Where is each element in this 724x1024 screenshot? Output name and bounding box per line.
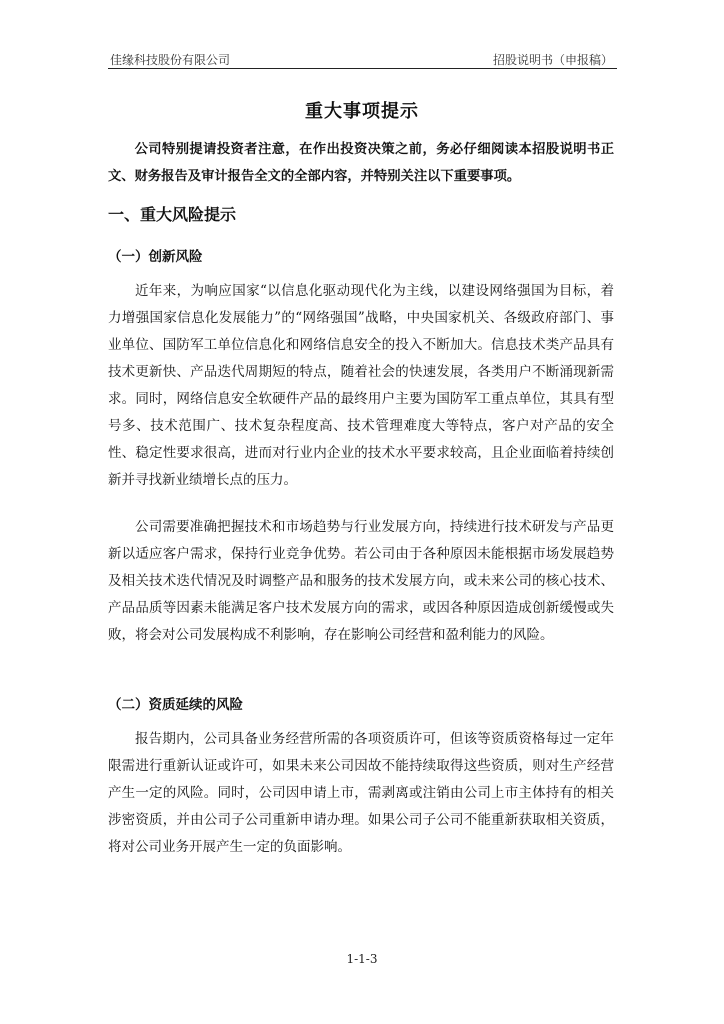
subsection-heading-qualification-risk: （二）资质延续的风险 [108,697,243,713]
qualification-risk-paragraph: 报告期内，公司具备业务经营所需的各项资质许可，但该等资质资格每过一定年限需进行重新认证或许可，如果未来公司因故不能持续取得这些资质，则对生产经营产生一定的风险。同时，公司因申请上市，需剥离或注销由公司上市主体持有的相关涉密资质，并由公司子公司重新申请办理。如果公司子公司不能重新获取相关资质，将对公司业务开展产生一定的负面影响。 [108,731,614,855]
subsection-heading-innovation-risk: （一）创新风险 [108,249,203,265]
header-document-type: 招股说明书（申报稿） [492,53,613,67]
page-header [108,48,617,69]
section-heading-major-risks: 一、重大风险提示 [108,205,237,224]
page-number: 1-1-3 [346,952,378,966]
page-title: 重大事项提示 [305,101,419,122]
innovation-risk-paragraph-2: 公司需要准确把握技术和市场趋势与行业发展方向，持续进行技术研发与产品更新以适应客户需求，保持行业竞争优势。若公司由于各种原因未能根据市场发展趋势及相关技术迭代情况及时调整产品和服务的技术发展方向，或未来公司的核心技术、产品品质等因素未能满足客户技术发展方向的需求，或因各种原因造成创新缓慢或失败，将会对公司发展构成不利影响，存在影响公司经营和盈利能力的风险。 [108,519,614,643]
innovation-risk-paragraph-1: 近年来，为响应国家“以信息化驱动现代化为主线，以建设网络强国为目标，着力增强国家信息化发展能力”的“网络强国”战略，中央国家机关、各级政府部门、事业单位、国防军工单位信息化和网络信息安全的投入不断加大。信息技术类产品具有技术更新快、产品迭代周期短的特点，随着社会的快速发展，各类用户不断涌现新需求。同时，网络信息安全软硬件产品的最终用户主要为国防军工重点单位，其具有型号多、技术范围广、技术复杂程度高、技术管理难度大等特点，客户对产品的安全性、稳定性要求很高，进而对行业内企业的技术水平要求较高，且企业面临着持续创新并寻找新业绩增长点的压力。 [108,283,614,488]
intro-paragraph: 公司特别提请投资者注意，在作出投资决策之前，务必仔细阅读本招股说明书正文、财务报告及审计报告全文的全部内容，并特别关注以下重要事项。 [108,142,614,184]
header-company-name: 佳缘科技股份有限公司 [110,53,231,67]
